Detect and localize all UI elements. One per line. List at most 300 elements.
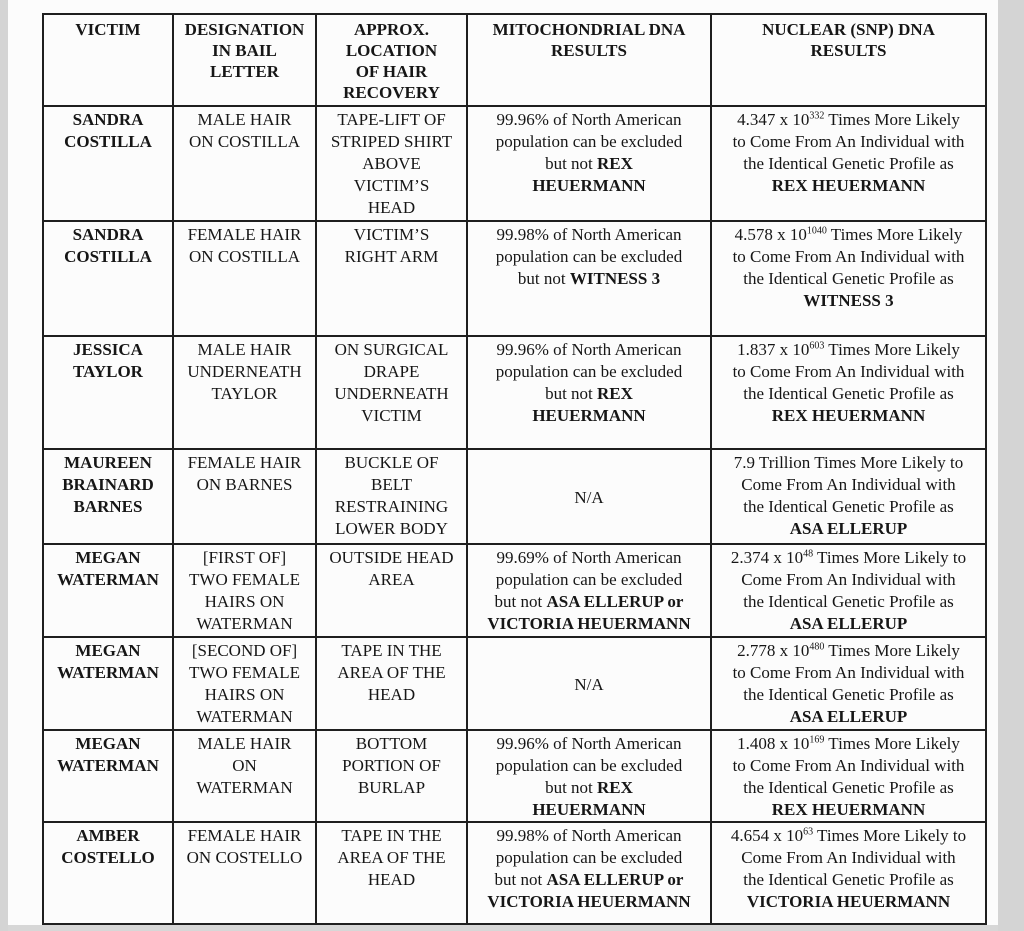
cell-line <box>175 755 314 777</box>
cell-text: PORTION OF <box>342 756 441 775</box>
table-cell <box>173 544 316 637</box>
cell-line <box>713 733 984 755</box>
cell-text: HAIRS ON <box>204 592 285 611</box>
cell-text: 7.9 Trillion Times More Likely to <box>733 453 964 472</box>
cell-line <box>45 109 171 131</box>
cell-line <box>469 153 709 175</box>
cell-line <box>318 405 465 427</box>
cell-line <box>713 847 984 869</box>
cell-text: Come From An Individual with <box>741 475 956 494</box>
cell-line <box>469 131 709 153</box>
cell-text: 4.578 x 10 <box>734 225 807 244</box>
table-cell <box>711 106 986 221</box>
cell-text: LETTER <box>210 62 279 81</box>
cell-text: OF HAIR <box>355 62 428 81</box>
cell-text: TWO FEMALE <box>189 663 300 682</box>
cell-line <box>175 109 314 131</box>
cell-line <box>713 109 984 131</box>
cell-line <box>318 569 465 591</box>
cell-line <box>713 474 984 496</box>
cell-line <box>713 825 984 847</box>
cell-text: Come From An Individual with <box>741 848 956 867</box>
cell-line <box>45 569 171 591</box>
cell-line <box>318 82 465 103</box>
cell-text: Times More Likely <box>826 225 963 244</box>
cell-text: HEAD <box>367 198 416 217</box>
cell-line <box>318 452 465 474</box>
cell-line <box>469 869 709 891</box>
cell-text: WATERMAN <box>196 707 293 726</box>
cell-line <box>469 674 709 696</box>
cell-text: WATERMAN <box>57 756 159 775</box>
cell-line <box>318 361 465 383</box>
cell-line <box>469 175 709 197</box>
cell-text: population can be excluded <box>495 570 683 589</box>
cell-text: ASA ELLERUP <box>789 614 908 633</box>
table-cell <box>711 449 986 544</box>
cell-text: REX <box>597 154 633 173</box>
cell-text: BURLAP <box>357 778 426 797</box>
table-row <box>43 106 986 221</box>
cell-text: to Come From An Individual with <box>732 663 965 682</box>
table-cell <box>711 221 986 336</box>
cell-text: to Come From An Individual with <box>732 756 965 775</box>
cell-text: [FIRST OF] <box>202 548 287 567</box>
cell-line <box>175 474 314 496</box>
cell-text: BOTTOM <box>355 734 428 753</box>
cell-text: to Come From An Individual with <box>732 132 965 151</box>
cell-text: FEMALE HAIR <box>187 453 302 472</box>
cell-text: HAIRS ON <box>204 685 285 704</box>
cell-text: MAUREEN <box>64 453 152 472</box>
cell-text: TAPE IN THE <box>341 826 442 845</box>
table-cell <box>467 221 711 336</box>
cell-line <box>175 547 314 569</box>
cell-text: BUCKLE OF <box>344 453 439 472</box>
cell-text: STRIPED SHIRT <box>330 132 453 151</box>
cell-line <box>175 19 314 40</box>
cell-text: HEUERMANN <box>532 176 646 195</box>
cell-text: MEGAN <box>75 734 141 753</box>
cell-text: the Identical Genetic Profile as <box>743 592 954 611</box>
cell-text: population can be excluded <box>495 362 683 381</box>
table-cell <box>316 544 467 637</box>
cell-text: MALE HAIR <box>197 340 292 359</box>
cell-text: population can be excluded <box>495 247 683 266</box>
cell-text: VICTIM’S <box>353 176 430 195</box>
cell-line <box>469 268 709 290</box>
cell-line <box>469 799 709 821</box>
cell-line <box>45 361 171 383</box>
cell-line <box>713 662 984 684</box>
cell-text: 99.96% of North American <box>496 734 682 753</box>
cell-line <box>713 246 984 268</box>
table-cell <box>43 221 173 336</box>
table-cell <box>316 730 467 822</box>
cell-text: ASA ELLERUP <box>789 519 908 538</box>
cell-text: UNDERNEATH <box>187 362 302 381</box>
cell-text: Times More Likely to <box>813 826 967 845</box>
table-cell <box>316 221 467 336</box>
cell-line <box>318 246 465 268</box>
cell-text: RECOVERY <box>343 83 440 102</box>
cell-line <box>713 361 984 383</box>
cell-text: but not <box>494 870 547 889</box>
table-cell <box>316 336 467 449</box>
cell-line <box>713 613 984 635</box>
cell-text: AREA OF THE <box>337 848 446 867</box>
cell-text: but not <box>545 154 598 173</box>
cell-line <box>318 733 465 755</box>
cell-text: Times More Likely <box>824 340 960 359</box>
cell-line <box>713 383 984 405</box>
cell-text: VICTORIA HEUERMANN <box>487 614 691 633</box>
cell-line <box>469 40 709 61</box>
cell-line <box>713 40 984 61</box>
cell-text: population can be excluded <box>495 132 683 151</box>
cell-line <box>713 19 984 40</box>
table-cell <box>43 449 173 544</box>
cell-line <box>45 19 171 40</box>
cell-text: WATERMAN <box>57 663 159 682</box>
cell-text: MEGAN <box>75 548 141 567</box>
cell-line <box>469 569 709 591</box>
cell-text: but not <box>517 269 570 288</box>
cell-text: COSTELLO <box>61 848 155 867</box>
exponent-text: 603 <box>809 340 825 352</box>
cell-text: WATERMAN <box>196 778 293 797</box>
cell-text: IN BAIL <box>212 41 277 60</box>
cell-line <box>318 777 465 799</box>
table-cell <box>316 449 467 544</box>
cell-text: TAPE IN THE <box>341 641 442 660</box>
table-row <box>43 730 986 822</box>
cell-line <box>175 733 314 755</box>
cell-line <box>45 131 171 153</box>
cell-text: the Identical Genetic Profile as <box>743 497 954 516</box>
cell-line <box>318 153 465 175</box>
cell-text: WATERMAN <box>196 614 293 633</box>
cell-text: RESULTS <box>551 41 627 60</box>
cell-text: BRAINARD <box>62 475 154 494</box>
cell-text: REX HEUERMANN <box>771 176 926 195</box>
cell-text: VICTIM <box>361 406 422 425</box>
cell-line <box>318 474 465 496</box>
table-row <box>43 336 986 449</box>
table-cell <box>173 336 316 449</box>
cell-text: AREA <box>368 570 415 589</box>
dna-results-table <box>42 13 987 925</box>
cell-line <box>469 109 709 131</box>
cell-line <box>469 383 709 405</box>
cell-line <box>175 361 314 383</box>
header-cell <box>316 14 467 106</box>
cell-text: HEUERMANN <box>532 406 646 425</box>
cell-text: MITOCHONDRIAL DNA <box>492 20 686 39</box>
cell-line <box>175 684 314 706</box>
cell-text: BELT <box>371 475 412 494</box>
table-row <box>43 822 986 924</box>
table-cell <box>43 106 173 221</box>
cell-line <box>45 246 171 268</box>
table-cell <box>711 822 986 924</box>
exponent-text: 169 <box>809 734 825 746</box>
cell-text: AREA OF THE <box>337 663 446 682</box>
cell-text: Times More Likely <box>824 110 960 129</box>
table-cell <box>316 637 467 730</box>
cell-text: UNDERNEATH <box>334 384 449 403</box>
cell-text: the Identical Genetic Profile as <box>743 384 954 403</box>
exponent-text: 48 <box>803 548 814 560</box>
cell-line <box>318 61 465 82</box>
cell-text: the Identical Genetic Profile as <box>743 685 954 704</box>
table-cell <box>173 730 316 822</box>
cell-text: COSTILLA <box>64 132 152 151</box>
cell-line <box>45 733 171 755</box>
cell-line <box>469 755 709 777</box>
table-cell <box>316 106 467 221</box>
document-page <box>8 0 998 925</box>
cell-line <box>175 662 314 684</box>
cell-line <box>318 640 465 662</box>
cell-text: WATERMAN <box>57 570 159 589</box>
table-cell <box>467 449 711 544</box>
cell-line <box>469 405 709 427</box>
cell-line <box>175 706 314 728</box>
cell-line <box>175 591 314 613</box>
table-cell <box>173 106 316 221</box>
cell-line <box>318 869 465 891</box>
cell-line <box>713 777 984 799</box>
cell-line <box>713 268 984 290</box>
cell-line <box>713 153 984 175</box>
cell-text: ON COSTILLA <box>189 247 300 266</box>
cell-line <box>45 847 171 869</box>
table-cell <box>43 637 173 730</box>
table-cell <box>711 336 986 449</box>
cell-line <box>713 640 984 662</box>
cell-text: AMBER <box>76 826 140 845</box>
cell-text: Times More Likely <box>824 641 960 660</box>
cell-text: TAPE-LIFT OF <box>337 110 446 129</box>
cell-text: VICTIM’S <box>353 225 430 244</box>
cell-line <box>713 452 984 474</box>
table-cell <box>467 637 711 730</box>
cell-line <box>469 591 709 613</box>
cell-line <box>469 825 709 847</box>
cell-text: JESSICA <box>73 340 143 359</box>
cell-text: RESTRAINING <box>334 497 449 516</box>
cell-text: WITNESS 3 <box>803 291 894 310</box>
cell-text: REX <box>597 384 633 403</box>
cell-line <box>713 591 984 613</box>
cell-line <box>469 487 709 509</box>
cell-line <box>175 339 314 361</box>
cell-text: HEAD <box>367 685 416 704</box>
cell-text: TAYLOR <box>73 362 143 381</box>
cell-text: REX HEUERMANN <box>771 406 926 425</box>
cell-line <box>469 246 709 268</box>
cell-text: the Identical Genetic Profile as <box>743 778 954 797</box>
exponent-text: 480 <box>809 641 825 653</box>
cell-text: FEMALE HAIR <box>187 225 302 244</box>
cell-line <box>713 224 984 246</box>
cell-line <box>45 339 171 361</box>
cell-text: MALE HAIR <box>197 110 292 129</box>
cell-text: Times More Likely to <box>813 548 967 567</box>
cell-line <box>713 799 984 821</box>
cell-text: REX <box>597 778 633 797</box>
cell-line <box>469 733 709 755</box>
cell-text: VICTIM <box>75 20 141 39</box>
cell-text: ASA ELLERUP <box>789 707 908 726</box>
cell-text: NUCLEAR (SNP) DNA <box>762 20 935 39</box>
table-cell <box>711 730 986 822</box>
cell-text: BARNES <box>73 497 143 516</box>
cell-line <box>469 891 709 913</box>
cell-line <box>175 613 314 635</box>
table-row <box>43 637 986 730</box>
cell-text: VICTORIA HEUERMANN <box>746 892 951 911</box>
cell-line <box>318 224 465 246</box>
table-cell <box>467 336 711 449</box>
cell-text: FEMALE HAIR <box>187 826 302 845</box>
cell-line <box>318 755 465 777</box>
cell-text: WITNESS 3 <box>569 269 661 288</box>
table-cell <box>43 336 173 449</box>
cell-line <box>318 383 465 405</box>
cell-line <box>175 61 314 82</box>
cell-text: ON BARNES <box>196 475 293 494</box>
cell-line <box>45 825 171 847</box>
cell-text: N/A <box>574 674 604 694</box>
cell-text: OUTSIDE HEAD <box>329 548 454 567</box>
cell-text: the Identical Genetic Profile as <box>743 269 954 288</box>
cell-text: 4.347 x 10 <box>737 110 810 129</box>
cell-line <box>469 19 709 40</box>
cell-line <box>713 405 984 427</box>
cell-text: but not <box>545 778 598 797</box>
cell-text: COSTILLA <box>64 247 152 266</box>
cell-line <box>45 755 171 777</box>
cell-text: the Identical Genetic Profile as <box>743 870 954 889</box>
cell-text: MALE HAIR <box>197 734 292 753</box>
cell-text: ON <box>232 756 257 775</box>
cell-line <box>713 869 984 891</box>
cell-line <box>469 613 709 635</box>
cell-text: but not <box>494 592 547 611</box>
table-row <box>43 544 986 637</box>
table-cell <box>173 822 316 924</box>
table-cell <box>467 544 711 637</box>
cell-line <box>469 777 709 799</box>
cell-line <box>318 19 465 40</box>
table-cell <box>173 449 316 544</box>
cell-text: population can be excluded <box>495 756 683 775</box>
cell-line <box>45 224 171 246</box>
cell-line <box>175 569 314 591</box>
table-cell <box>43 544 173 637</box>
cell-text: Times More Likely <box>824 734 960 753</box>
cell-line <box>713 131 984 153</box>
cell-line <box>713 684 984 706</box>
cell-text: 4.654 x 10 <box>730 826 804 845</box>
cell-line <box>318 131 465 153</box>
table-cell <box>467 822 711 924</box>
cell-text: to Come From An Individual with <box>732 362 965 381</box>
cell-text: SANDRA <box>72 225 144 244</box>
cell-text: 99.98% of North American <box>496 826 682 845</box>
header-cell <box>467 14 711 106</box>
cell-line <box>45 452 171 474</box>
cell-line <box>713 496 984 518</box>
cell-line <box>175 847 314 869</box>
cell-text: HEAD <box>367 870 416 889</box>
cell-line <box>175 40 314 61</box>
cell-text: LOCATION <box>345 41 438 60</box>
cell-line <box>175 825 314 847</box>
header-cell <box>173 14 316 106</box>
table-cell <box>467 730 711 822</box>
cell-text: 99.98% of North American <box>496 225 682 244</box>
table-row <box>43 221 986 336</box>
table-cell <box>43 822 173 924</box>
cell-text: ASA ELLERUP or <box>546 592 684 611</box>
cell-line <box>45 547 171 569</box>
cell-line <box>469 361 709 383</box>
cell-line <box>318 518 465 540</box>
cell-line <box>318 175 465 197</box>
cell-text: SANDRA <box>72 110 144 129</box>
table-cell <box>173 637 316 730</box>
cell-line <box>318 662 465 684</box>
cell-text: ON COSTELLO <box>186 848 303 867</box>
cell-line <box>318 496 465 518</box>
header-cell <box>43 14 173 106</box>
cell-line <box>318 109 465 131</box>
cell-line <box>318 40 465 61</box>
cell-text: 2.374 x 10 <box>730 548 804 567</box>
viewer-gutter-right <box>998 0 1024 931</box>
cell-line <box>175 777 314 799</box>
cell-line <box>45 496 171 518</box>
cell-text: RESULTS <box>810 41 887 60</box>
cell-line <box>713 755 984 777</box>
cell-text: 2.778 x 10 <box>737 641 810 660</box>
cell-line <box>45 662 171 684</box>
cell-line <box>318 847 465 869</box>
cell-text: DESIGNATION <box>184 20 305 39</box>
cell-text: 1.837 x 10 <box>737 340 810 359</box>
cell-text: 99.96% of North American <box>496 110 682 129</box>
cell-line <box>45 640 171 662</box>
cell-line <box>175 640 314 662</box>
cell-text: ON COSTILLA <box>189 132 300 151</box>
cell-text: REX HEUERMANN <box>771 800 926 819</box>
cell-line <box>713 569 984 591</box>
exponent-text: 63 <box>803 826 814 838</box>
cell-text: [SECOND OF] <box>191 641 298 660</box>
table-cell <box>467 106 711 221</box>
cell-line <box>469 339 709 361</box>
table-row <box>43 449 986 544</box>
cell-line <box>469 547 709 569</box>
cell-line <box>713 339 984 361</box>
cell-line <box>45 474 171 496</box>
cell-line <box>318 547 465 569</box>
cell-text: RIGHT ARM <box>344 247 439 266</box>
cell-line <box>713 547 984 569</box>
